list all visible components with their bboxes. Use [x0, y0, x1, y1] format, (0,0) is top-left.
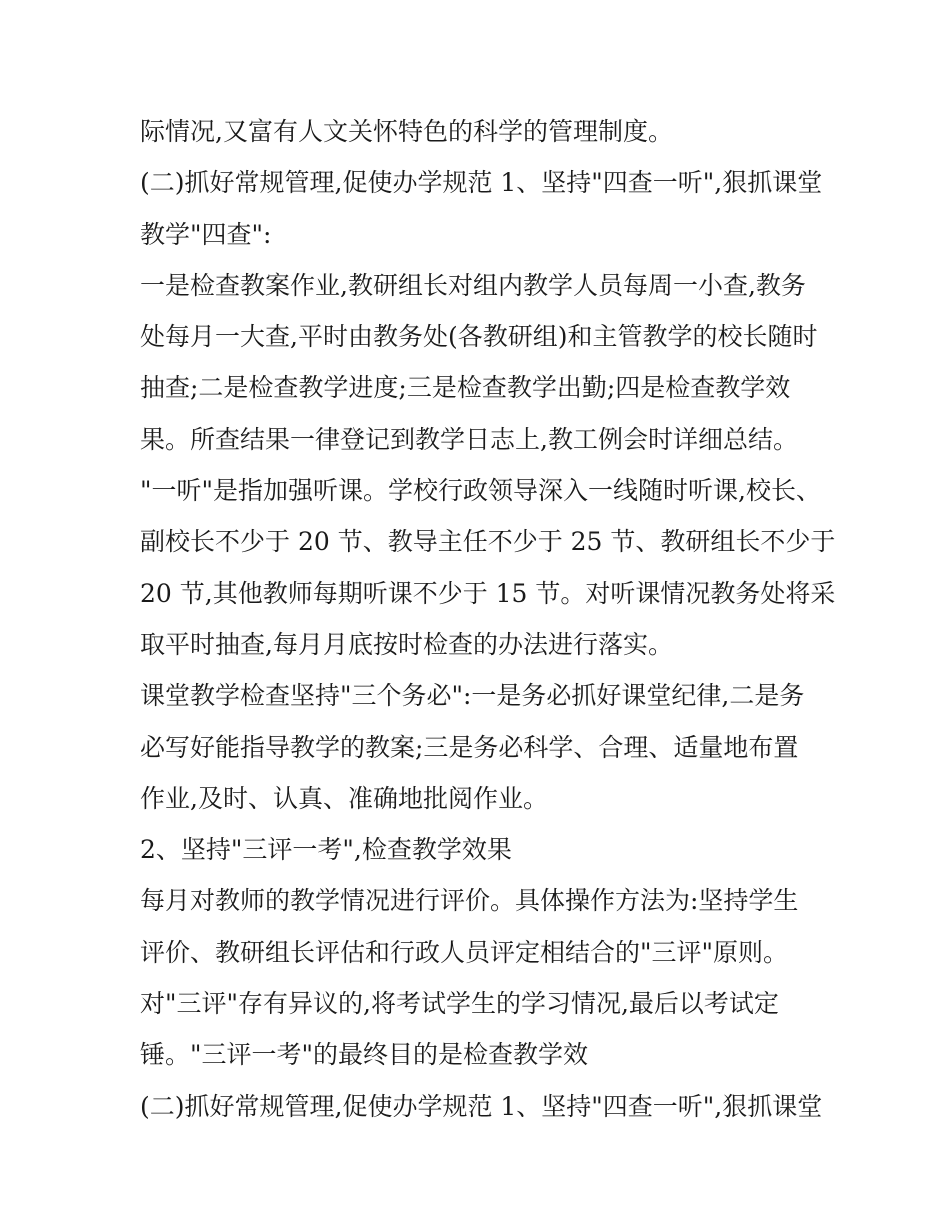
text-line: 锤。"三评一考"的最终目的是检查教学效	[140, 1040, 588, 1070]
text-line: 抽查;二是检查教学进度;三是检查教学出勤;四是检查教学效	[140, 373, 791, 403]
text-line: 2、坚持"三评一考",检查教学效果	[140, 835, 512, 865]
text-line: (二)抓好常规管理,促使办学规范 1、坚持"四查一听",狠抓课堂	[140, 1091, 823, 1121]
text-line: 评价、教研组长评估和行政人员评定相结合的"三评"原则。	[140, 937, 789, 967]
text-line: 际情况,又富有人文关怀特色的科学的管理制度。	[140, 117, 673, 146]
text-line: 教学"四查":	[140, 219, 272, 249]
text-line: 处每月一大查,平时由教务处(各教研组)和主管教学的校长随时	[140, 322, 818, 352]
text-line: 一是检查教案作业,教研组长对组内教学人员每周一小查,教务	[140, 270, 806, 300]
text-line: 作业,及时、认真、准确地批阅作业。	[140, 783, 548, 813]
text-line: 对"三评"存有异议的,将考试学生的学习情况,最后以考试定	[140, 989, 779, 1019]
text-line: 果。所查结果一律登记到教学日志上,教工例会时详细总结。	[140, 424, 798, 454]
text-line: 每月对教师的教学情况进行评价。具体操作方法为:坚持学生	[140, 886, 799, 916]
text-line: (二)抓好常规管理,促使办学规范 1、坚持"四查一听",狠抓课堂	[140, 168, 823, 198]
text-line: 20 节,其他教师每期听课不少于 15 节。对听课情况教务处将采	[140, 578, 836, 608]
text-line: 课堂教学检查坚持"三个务必":一是务必抓好课堂纪律,二是务	[140, 681, 805, 711]
text-line: 取平时抽查,每月月底按时检查的办法进行落实。	[140, 629, 673, 659]
document-body	[140, 106, 836, 1132]
text-line: "一听"是指加强听课。学校行政领导深入一线随时听课,校长、	[140, 476, 821, 506]
text-line: 必写好能指导教学的教案;三是务必科学、合理、适量地布置	[140, 732, 799, 762]
text-line: 副校长不少于 20 节、教导主任不少于 25 节、教研组长不少于	[140, 527, 836, 557]
